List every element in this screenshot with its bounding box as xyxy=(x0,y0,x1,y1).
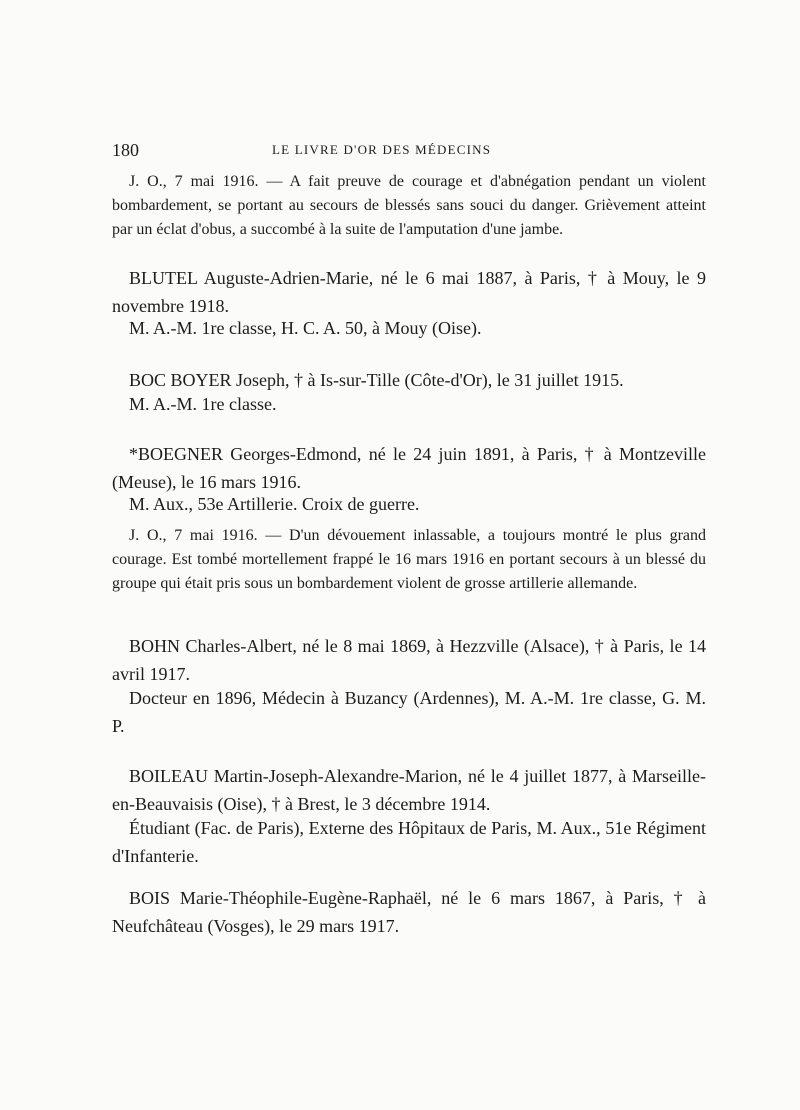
detail-block xyxy=(112,814,706,870)
page-header xyxy=(112,140,706,164)
detail-text: Étudiant (Fac. de Paris), Externe des Hôpitaux de Paris, M. Aux., 51e Régiment d'Infanterie. xyxy=(112,818,706,866)
detail-block xyxy=(112,684,706,740)
citation-text: J. O., 7 mai 1916. — A fait preuve de courage et d'abnégation pendant un violent bombardement, se portant au secours de blessés sans souci du danger. Grièvement atteint par un éclat d'obus, a succombé à la suite de l'amputation d'une jambe. xyxy=(112,173,706,238)
entry-text: BOIS Marie-Théophile-Eugène-Raphaël, né le 6 mars 1867, à Paris, † à Neufchâteau (Vosges), le 29 mars 1917. xyxy=(112,888,706,936)
entry-block xyxy=(112,632,706,688)
detail-block xyxy=(112,390,706,418)
entry-text: BOILEAU Martin-Joseph-Alexandre-Marion, né le 4 juillet 1877, à Marseille-en-Beauvaisis (Oise), † à Brest, le 3 décembre 1914. xyxy=(112,766,706,814)
detail-text: Docteur en 1896, Médecin à Buzancy (Ardennes), M. A.-M. 1re classe, G. M. P. xyxy=(112,688,706,736)
detail-text: M. A.-M. 1re classe. xyxy=(129,394,277,414)
entry-text: BOHN Charles-Albert, né le 8 mai 1869, à Hezzville (Alsace), † à Paris, le 14 avril 1917. xyxy=(112,636,706,684)
entry-text: *BOEGNER Georges-Edmond, né le 24 juin 1891, à Paris, † à Montzeville (Meuse), le 16 mars 1916. xyxy=(112,444,706,492)
detail-text: M. A.-M. 1re classe, H. C. A. 50, à Mouy (Oise). xyxy=(129,318,482,338)
citation-block xyxy=(112,170,706,242)
entry-block xyxy=(112,762,706,818)
entry-text: BOC BOYER Joseph, † à Is-sur-Tille (Côte-d'Or), le 31 juillet 1915. xyxy=(129,370,624,390)
page-number: 180 xyxy=(112,140,139,160)
entry-block xyxy=(112,264,706,320)
detail-text: M. Aux., 53e Artillerie. Croix de guerre. xyxy=(129,494,420,514)
detail-block xyxy=(112,314,706,342)
citation-text: J. O., 7 mai 1916. — D'un dévouement inlassable, a toujours montré le plus grand courage. Est tombé mortellement frappé le 16 mars 1916 en portant secours à un blessé du groupe qui était pris sous un bombardement violent de grosse artillerie allemande. xyxy=(112,527,706,592)
entry-block xyxy=(112,884,706,940)
citation-block xyxy=(112,524,706,596)
entry-text: BLUTEL Auguste-Adrien-Marie, né le 6 mai 1887, à Paris, † à Mouy, le 9 novembre 1918. xyxy=(112,268,706,316)
entry-block xyxy=(112,440,706,496)
running-title: LE LIVRE D'OR DES MÉDECINS xyxy=(272,142,492,157)
detail-block xyxy=(112,490,706,518)
